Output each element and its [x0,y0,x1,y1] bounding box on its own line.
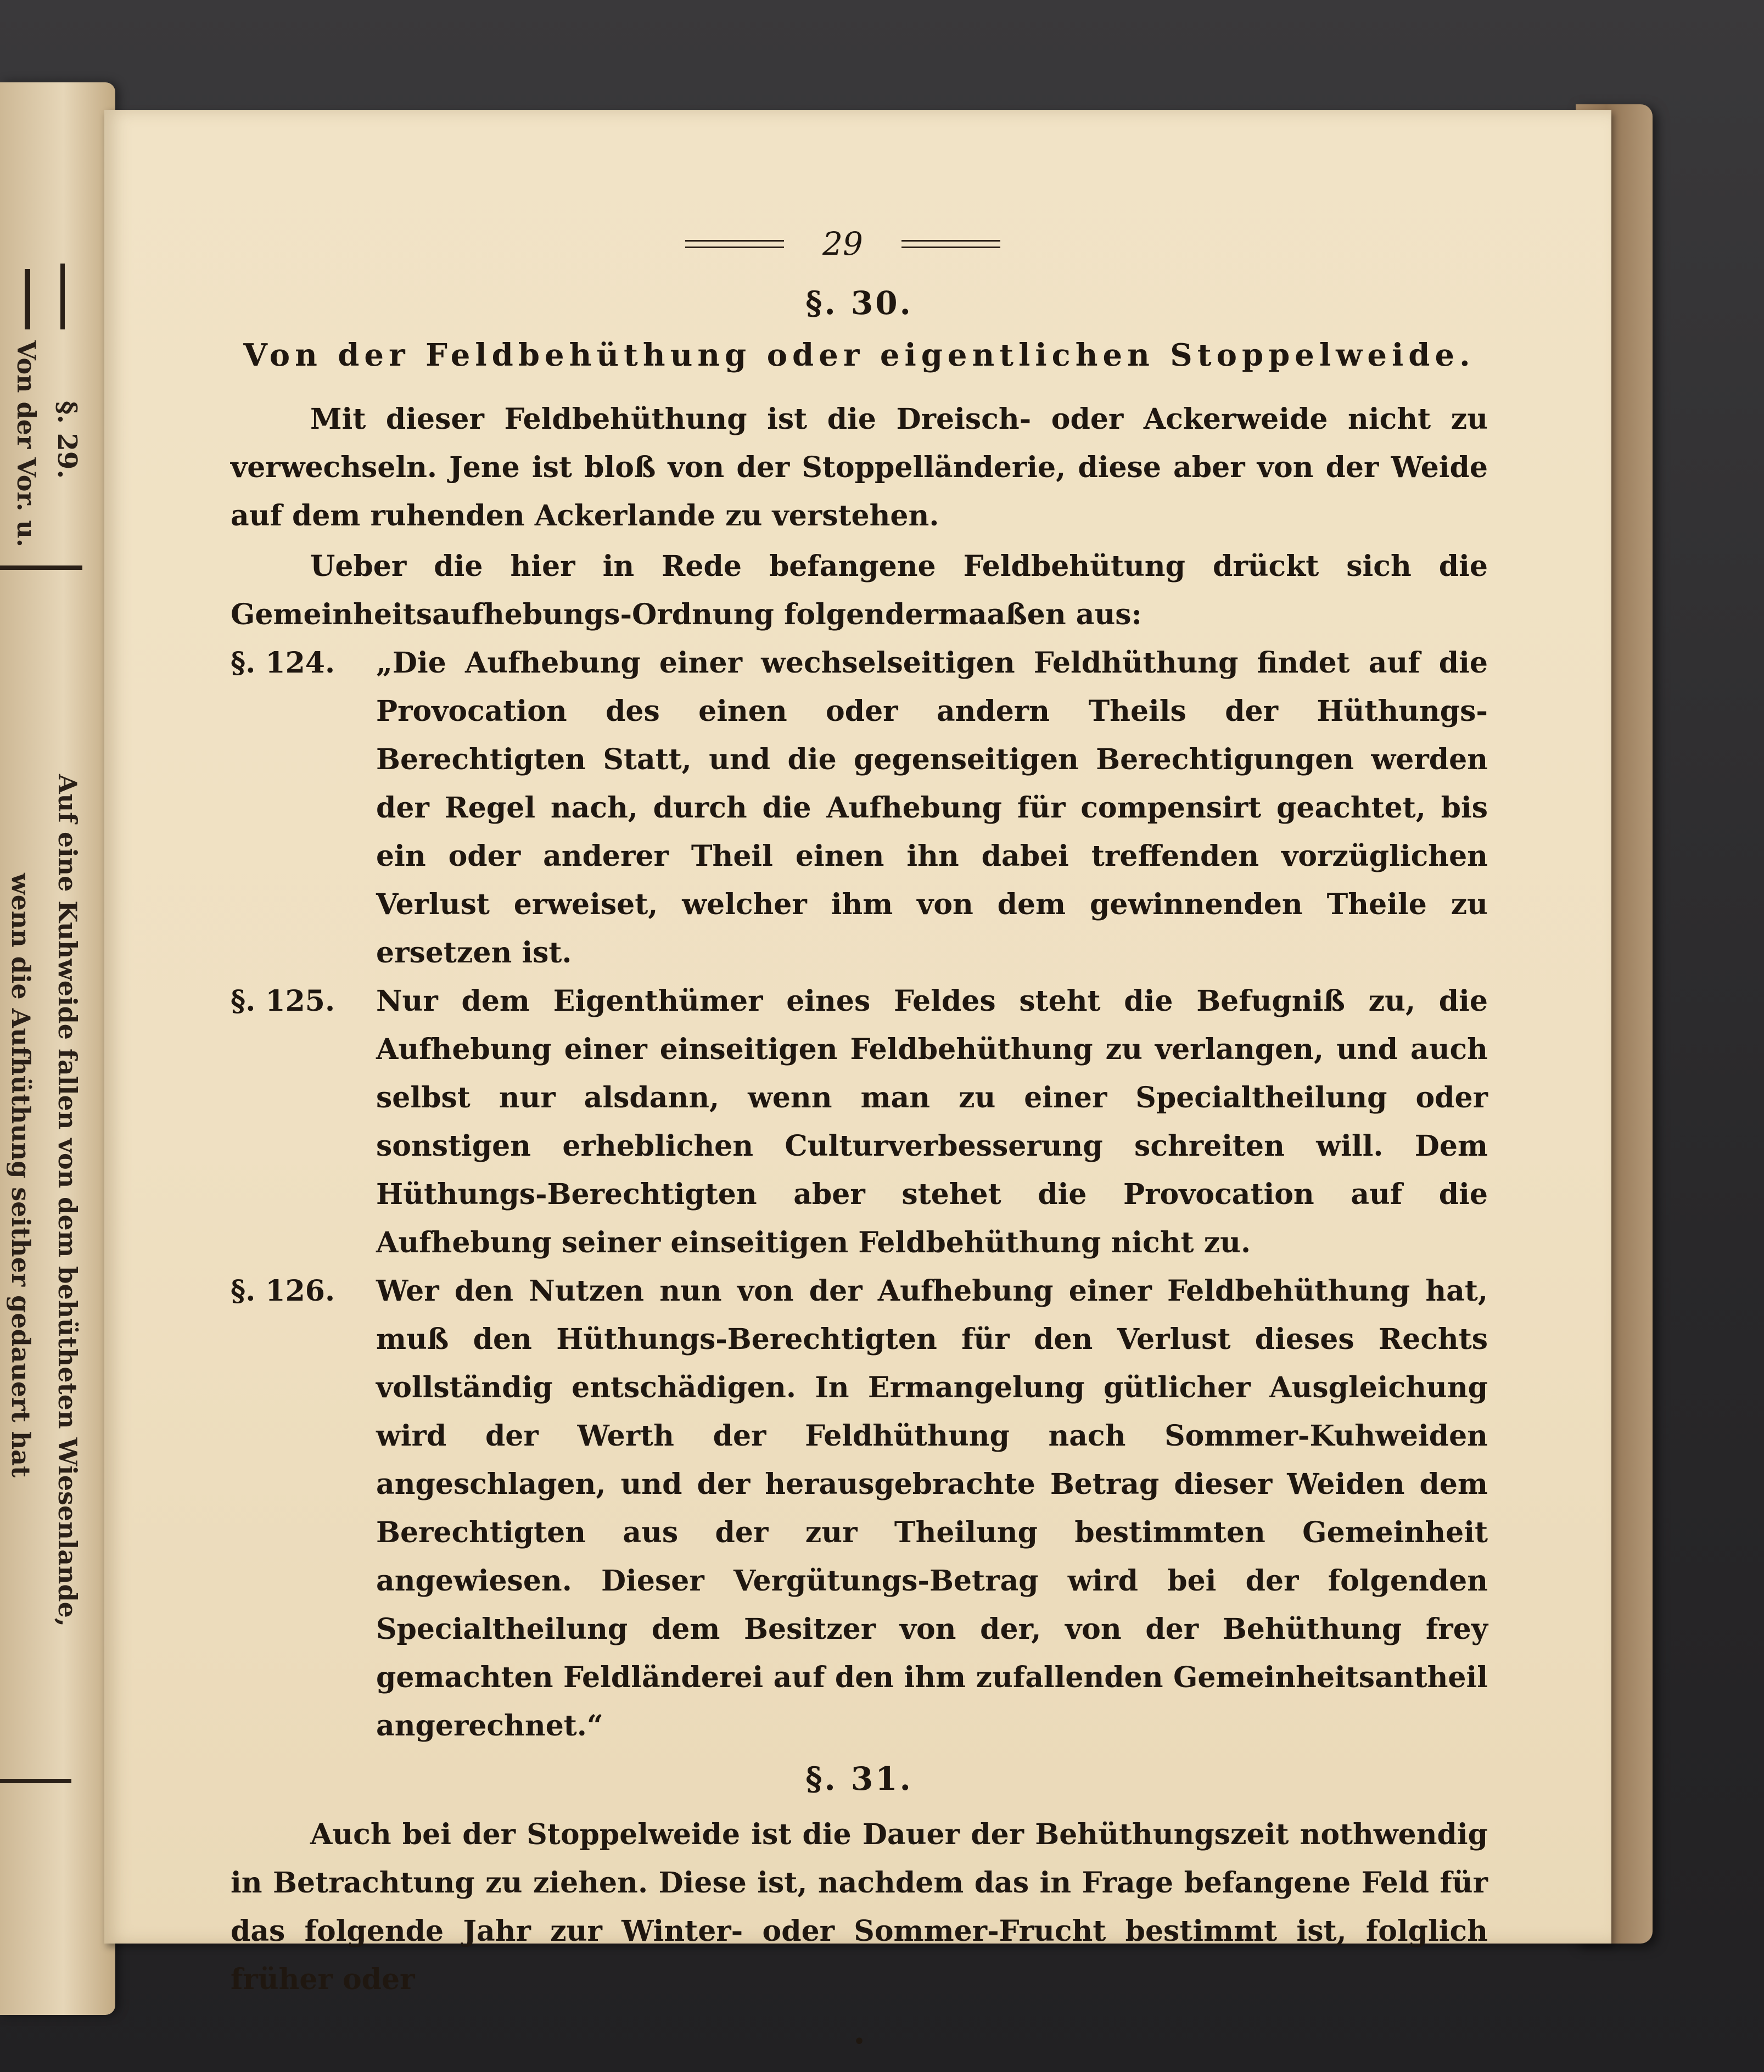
left-page-heading: Von der Vor. u. [12,340,41,547]
ornament-rule-right [901,240,1000,248]
paragraph-2: Ueber die hier in Rede befangene Feldbehütung drückt sich die Gemeinheitsaufhebungs-Ordnung folgendermaaßen aus: [231,550,1488,631]
law-ref: §. 125. [231,984,335,1018]
law-text: Nur dem Eigenthümer eines Feldes steht die Befugniß zu, die Aufhebung einer einseitigen Feldbehüthung zu verlangen, und auch selbst nur alsdann, wenn man zu einer Specialtheilung oder sonstigen erheblichen Culturverbesserung schreiten will. Dem Hüthungs-Berechtigten aber stehet die Provocation auf die Aufhebung seiner einseitigen Feldbehüthung nicht zu. [376,984,1488,1259]
left-page-rule [60,264,65,329]
left-page-rule [0,565,82,570]
law-paragraph-124 [231,639,1488,977]
left-page-rule [0,1779,71,1783]
law-ref: §. 124. [231,646,335,680]
paragraph-3: Auch bei der Stoppelweide ist die Dauer der Behüthungszeit nothwendig in Betrachtung zu ziehen. Diese ist, nachdem das in Frage befangene Feld für das folgende Jahr zur Winter- oder Sommer-Frucht bestimmt ist, folglich früher oder [231,1818,1488,1996]
page-header [198,225,1488,262]
ornament-rule-left [685,240,784,248]
law-paragraph-126 [231,1267,1488,1750]
left-page-line: wenn die Aufhüthung seither gedauert hat [6,873,36,1478]
section-number-30: §. 30. [805,284,913,322]
left-page-line: Auf eine Kuhweide fallen von dem behütheten Wiesenlande, [53,774,82,1627]
law-text: „Die Aufhebung einer wechselseitigen Feldhüthung findet auf die Provocation des einen oder andern Theils der Hüthungs-Berechtigten Statt, und die gegenseitigen Berechtigungen werden der Regel nach, durch die Aufhebung für compensirt geachtet, bis ein oder anderer Theil einen ihn dabei treffenden vorzüglichen Verlust erweiset, welcher ihm von dem gewinnenden Theile zu ersetzen ist. [376,646,1488,970]
page-number: 29 [822,225,863,262]
left-page-rule [25,269,30,329]
footer-mark: • [853,2029,866,2054]
book-page [104,110,1611,2054]
page-content [231,225,1488,2054]
left-page-section: §. 29. [52,401,82,479]
paragraph-1: Mit dieser Feldbehüthung ist die Dreisch- oder Ackerweide nicht zu verwechseln. Jene ist bloß von der Stoppelländerie, diese aber von der Weide auf dem ruhenden Ackerlande zu verstehen. [231,402,1488,533]
previous-page-edge [0,82,115,2015]
section-title: Von der Feldbehüthung oder eigentlichen Stoppelweide. [243,337,1475,373]
section-number-31: §. 31. [805,1760,913,1797]
law-ref: §. 126. [231,1274,335,1308]
law-paragraph-125 [231,977,1488,1267]
law-text: Wer den Nutzen nun von der Aufhebung einer Feldbehüthung hat, muß den Hüthungs-Berechtigten für den Verlust dieses Rechts vollständig entschädigen. In Ermangelung gütlicher Ausgleichung wird der Werth der Feldhüthung nach Sommer-Kuhweiden angeschlagen, und der herausgebrachte Betrag dieser Weiden dem Berechtigten aus der zur Theilung bestimmten Gemeinheit angewiesen. Dieser Vergütungs-Betrag wird bei der folgenden Specialtheilung dem Besitzer von der, von der Behüthung frey gemachten Feldländerei auf den ihm zufallenden Gemeinheitsantheil angerechnet.“ [376,1274,1488,1743]
